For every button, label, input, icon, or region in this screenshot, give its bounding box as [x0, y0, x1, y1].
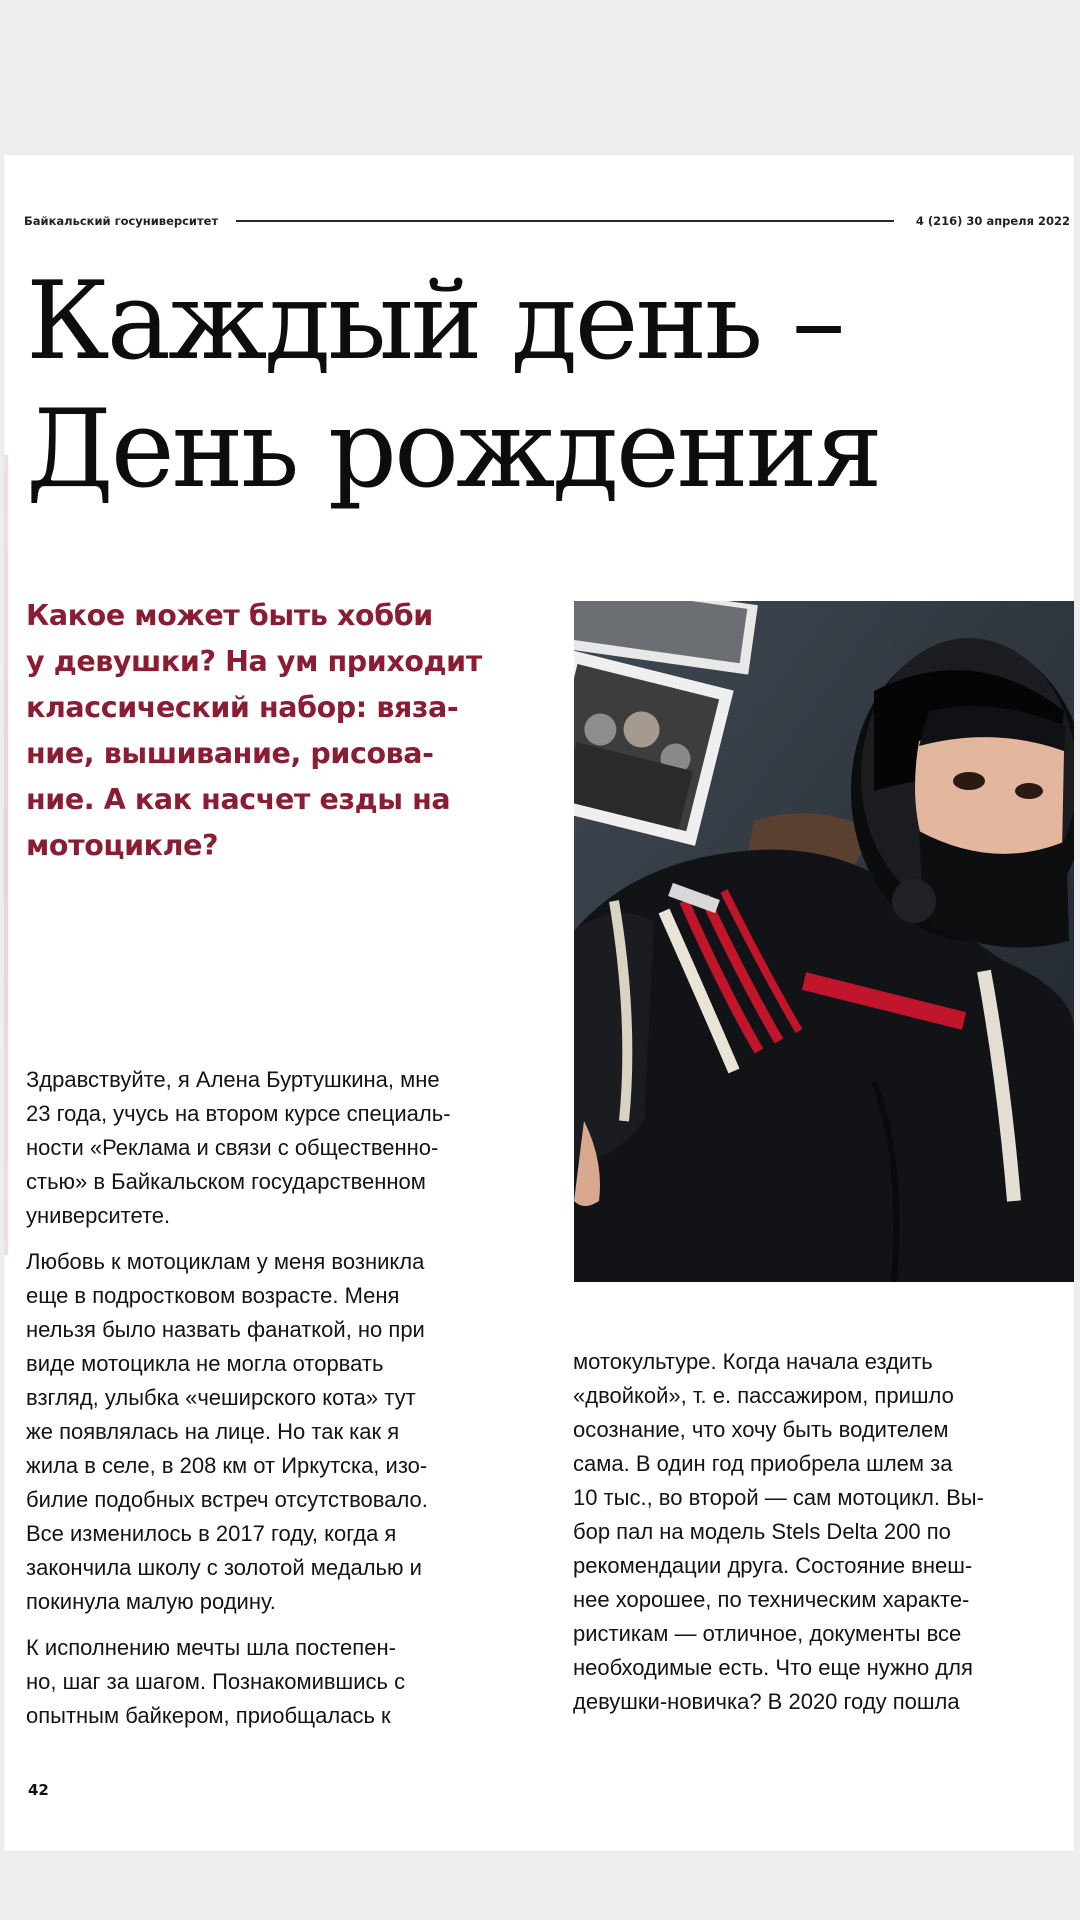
text-line: Здравствуйте, я Алена Буртушкина, мне [26, 1067, 440, 1092]
text-line: нельзя было назвать фанаткой, но при [26, 1317, 425, 1342]
motorcyclist-photo-icon [574, 601, 1074, 1282]
text-line: еще в подростковом возрасте. Меня [26, 1283, 400, 1308]
page-number: 42 [28, 1781, 49, 1799]
text-line: университете. [26, 1203, 171, 1228]
text-line: «двойкой», т. е. пассажиром, пришло [573, 1383, 954, 1408]
text-line: осознание, что хочу быть водителем [573, 1417, 949, 1442]
text-line: опытным байкером, приобщалась к [26, 1703, 391, 1728]
text-line: закончила школу с золотой медалью и [26, 1555, 422, 1580]
body-column-left [26, 1063, 526, 1745]
article-lead [26, 593, 521, 869]
paragraph [26, 1245, 526, 1619]
text-line: билие подобных встреч отсутствовало. [26, 1487, 428, 1512]
text-line: мотокультуре. Когда начала ездить [573, 1349, 933, 1374]
text-line: сама. В один год приобрела шлем за [573, 1451, 953, 1476]
paragraph [26, 1063, 526, 1233]
text-line: стью» в Байкальском государственном [26, 1169, 426, 1194]
article-photo [574, 601, 1074, 1282]
article-title [26, 258, 880, 514]
text-line: жила в селе, в 208 км от Иркутска, изо- [26, 1453, 428, 1478]
text-line: рекомендации друга. Состояние внеш- [573, 1553, 973, 1578]
text-line: К исполнению мечты шла постепен- [26, 1635, 396, 1660]
paragraph [573, 1345, 1068, 1719]
lead-line: мотоцикле? [26, 829, 219, 862]
paragraph [26, 1631, 526, 1733]
text-line: ности «Реклама и связи с общественно- [26, 1135, 439, 1160]
lead-line: Какое может быть хобби [26, 599, 433, 632]
text-line: покинула малую родину. [26, 1589, 276, 1614]
issue-date: 4 (216) 30 апреля 2022 [915, 214, 1070, 228]
header-rule [236, 220, 894, 222]
title-line-2: День рождения [26, 387, 880, 512]
text-line: Любовь к мотоциклам у меня возникла [26, 1249, 425, 1274]
title-line-1: Каждый день – [26, 259, 843, 384]
text-line: ристикам — отличное, документы все [573, 1621, 962, 1646]
text-line: 23 года, учусь на втором курсе специаль- [26, 1101, 451, 1126]
running-header [24, 214, 1070, 228]
lead-line: классический набор: вяза- [26, 691, 459, 724]
text-line: но, шаг за шагом. Познакомившись с [26, 1669, 406, 1694]
text-line: Все изменилось в 2017 году, когда я [26, 1521, 397, 1546]
text-line: нее хорошее, по техническим характе- [573, 1587, 970, 1612]
lead-line: ние, вышивание, рисова- [26, 737, 434, 770]
text-line: девушки-новичка? В 2020 году пошла [573, 1689, 960, 1714]
text-line: же появлялась на лице. Но так как я [26, 1419, 400, 1444]
text-line: необходимые есть. Что еще нужно для [573, 1655, 973, 1680]
body-column-right [573, 1345, 1068, 1731]
text-line: виде мотоцикла не могла оторвать [26, 1351, 384, 1376]
text-line: взгляд, улыбка «чеширского кота» тут [26, 1385, 416, 1410]
lead-line: у девушки? На ум приходит [26, 645, 482, 678]
text-line: 10 тыс., во второй — сам мотоцикл. Вы- [573, 1485, 984, 1510]
lead-line: ние. А как насчет езды на [26, 783, 451, 816]
page-edge-tint [4, 455, 8, 1255]
publication-name: Байкальский госуниверситет [24, 214, 219, 228]
text-line: бор пал на модель Stels Delta 200 по [573, 1519, 951, 1544]
